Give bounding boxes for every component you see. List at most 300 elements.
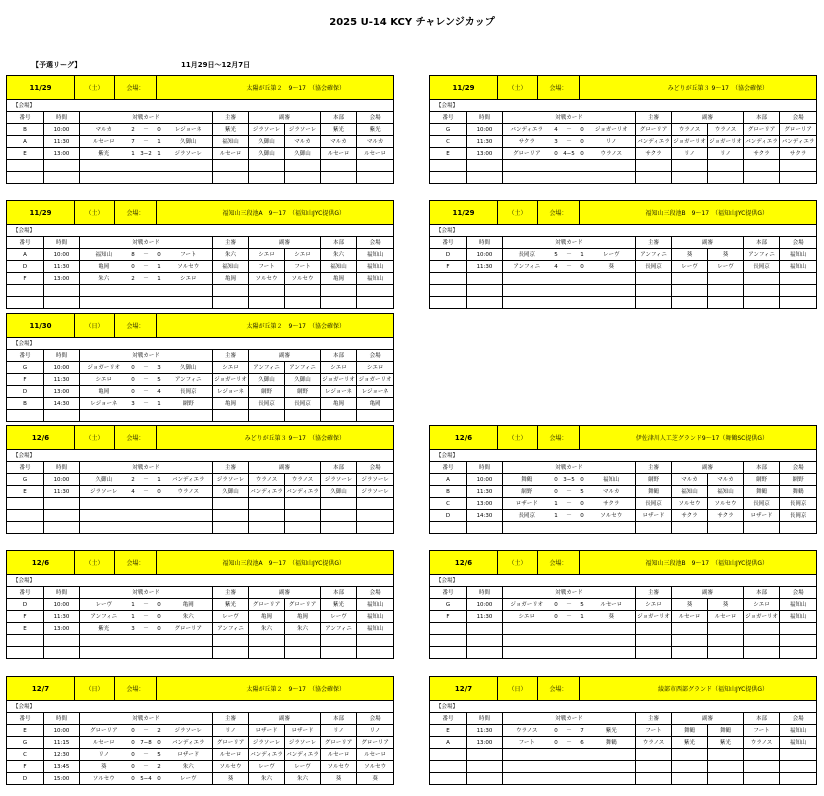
block-venue: 伊佐津川人工芝グランド9〜17（舞鶴SC提供G） [580,426,817,450]
cell: － [139,261,154,273]
cell: 朱六 [80,273,128,285]
cell [467,297,503,309]
cell: サクラ [744,148,780,160]
cell [357,522,394,534]
header-headquarters: 本部 [744,237,780,249]
cell [672,273,708,285]
cell: G [7,362,44,374]
cell: アンフィニ [636,249,672,261]
block-date: 11/29 [7,201,75,225]
cell: レジョーネ [80,398,128,410]
cell [551,285,562,297]
cell [357,297,394,309]
cell: ジラソーレ [80,486,128,498]
cell: マルカ [588,486,636,498]
cell: グローリア [321,737,357,749]
table-row [430,249,817,261]
cell: グローリア [285,599,321,611]
cell [7,647,44,659]
cell [430,647,467,659]
cell: サクラ [708,510,744,522]
cell [551,623,562,635]
cell: バンディエラ [285,486,321,498]
cell [503,773,551,785]
cell: 亀岡 [165,599,213,611]
cell [467,635,503,647]
cell: 3−2 [139,148,154,160]
match-table [429,575,817,659]
cell [213,285,249,297]
header-number: 番号 [7,350,44,362]
kaijo-label: 【会場】 [430,100,817,112]
header-venue: 会場 [357,350,394,362]
cell [577,647,588,659]
cell: 網野 [285,386,321,398]
block-venue-label: 会場： [115,201,157,225]
cell: 3 [128,623,139,635]
cell: アンフィニ [213,623,249,635]
cell: 網野 [503,486,551,498]
cell: バンディエラ [165,474,213,486]
cell: 0 [154,623,165,635]
cell [80,647,128,659]
cell: 長岡京 [249,398,285,410]
cell: 12:30 [44,749,80,761]
block-venue-label: 会場： [115,677,157,701]
cell [7,522,44,534]
cell: 10:00 [467,124,503,136]
cell [139,522,154,534]
cell: G [7,474,44,486]
cell: ジラソーレ [285,124,321,136]
match-block [429,75,816,184]
table-row [7,510,394,522]
table-row [7,486,394,498]
cell [708,635,744,647]
cell [249,410,285,422]
cell [128,160,139,172]
cell [503,761,551,773]
cell [672,761,708,773]
cell: ルセーロ [321,148,357,160]
cell: － [139,611,154,623]
cell: 網野 [636,474,672,486]
cell: 0 [128,761,139,773]
header-number: 番号 [7,713,44,725]
cell: ロザード [744,510,780,522]
cell [672,285,708,297]
cell: シエロ [213,362,249,374]
table-row [7,261,394,273]
cell: 網野 [249,386,285,398]
table-row [430,510,817,522]
header-assistant-referee: 副審 [249,713,321,725]
cell [165,510,213,522]
cell: E [430,725,467,737]
block-venue: 太陽が丘第２ 9〜17 （協会確保） [157,76,394,100]
cell: E [430,148,467,160]
cell [672,297,708,309]
cell: 5 [577,486,588,498]
cell [503,647,551,659]
cell: 11:30 [467,136,503,148]
cell: 0 [154,124,165,136]
cell [708,522,744,534]
block-day-of-week: （日） [75,677,115,701]
header-time: 時間 [467,462,503,474]
cell [708,172,744,184]
block-day-of-week: （土） [498,426,538,450]
cell: 舞鶴 [744,486,780,498]
header-venue: 会場 [780,112,817,124]
cell: バンディエラ [165,737,213,749]
cell [577,160,588,172]
cell: 福知山 [588,474,636,486]
cell: ロザード [285,725,321,737]
cell: ソルセウ [708,498,744,510]
header-venue: 会場 [357,237,394,249]
cell [467,160,503,172]
cell [321,172,357,184]
cell [357,410,394,422]
header-headquarters: 本部 [321,237,357,249]
cell [577,773,588,785]
cell [577,297,588,309]
cell: 0 [154,249,165,261]
table-row [430,160,817,172]
table-row [7,725,394,737]
cell: 0 [154,737,165,749]
table-row [7,172,394,184]
cell: － [562,599,577,611]
header-number: 番号 [7,587,44,599]
cell: ジョガーリオ [357,374,394,386]
cell [44,522,80,534]
cell: C [430,498,467,510]
cell [139,635,154,647]
cell [708,297,744,309]
cell [213,510,249,522]
cell: 0 [551,725,562,737]
cell [780,297,817,309]
cell: 3 [154,362,165,374]
cell: リノ [80,749,128,761]
cell: － [139,474,154,486]
cell: 福知山 [321,261,357,273]
cell: 福知山 [780,725,817,737]
cell: 10:00 [467,474,503,486]
cell [672,623,708,635]
cell [213,172,249,184]
cell [285,522,321,534]
cell: マルカ [321,136,357,148]
cell [503,172,551,184]
cell: － [139,599,154,611]
cell: マルカ [357,136,394,148]
header-matchup: 対戦カード [80,713,213,725]
cell: － [139,362,154,374]
cell [139,510,154,522]
cell [285,172,321,184]
cell [128,410,139,422]
cell [672,635,708,647]
table-row [7,635,394,647]
cell: 0 [551,474,562,486]
cell [636,273,672,285]
cell [154,410,165,422]
cell: レーヴ [708,261,744,273]
cell: 福知山 [780,737,817,749]
header-assistant-referee: 副審 [672,713,744,725]
block-venue-label: 会場： [538,76,580,100]
cell: グローリア [503,148,551,160]
cell [321,297,357,309]
cell: シエロ [80,374,128,386]
cell: 7−8 [139,737,154,749]
table-row [7,522,394,534]
cell: フート [249,261,285,273]
cell: ジョガーリオ [588,124,636,136]
cell [744,273,780,285]
cell: ジョガーリオ [503,599,551,611]
cell: D [430,249,467,261]
cell [249,522,285,534]
cell [503,285,551,297]
cell: 久御山 [285,148,321,160]
cell: バンディエラ [285,749,321,761]
block-date: 12/7 [7,677,75,701]
cell: 8 [128,249,139,261]
cell: C [7,749,44,761]
table-row [7,737,394,749]
cell: 0 [154,599,165,611]
cell: ソルセウ [357,761,394,773]
cell: 1 [154,398,165,410]
cell [285,498,321,510]
cell: 1 [154,148,165,160]
block-date: 12/6 [7,551,75,575]
cell: ロザード [249,725,285,737]
cell [780,749,817,761]
cell [154,297,165,309]
cell: 久御山 [80,474,128,486]
cell [249,172,285,184]
header-assistant-referee: 副審 [672,587,744,599]
cell: アンフィニ [321,623,357,635]
cell [430,285,467,297]
cell: 0 [154,773,165,785]
cell: 紫光 [213,124,249,136]
cell [213,498,249,510]
match-block [6,676,393,785]
cell: 紫光 [80,623,128,635]
cell [154,522,165,534]
match-block [6,550,393,659]
cell [321,647,357,659]
cell [780,172,817,184]
cell [128,635,139,647]
cell: 葵 [357,773,394,785]
cell: 13:00 [467,498,503,510]
table-row [430,725,817,737]
cell: 久御山 [285,374,321,386]
league-label: 【予選リーグ】 [32,61,82,69]
cell [636,522,672,534]
table-row [430,749,817,761]
cell [321,410,357,422]
cell: 2 [128,474,139,486]
page-title: 2025 U-14 KCY チャレンジカップ [329,17,495,28]
cell [708,773,744,785]
cell: 4 [154,386,165,398]
cell [744,773,780,785]
cell: レジョーネ [321,386,357,398]
cell: 福知山 [80,249,128,261]
cell: ジラソーレ [165,725,213,737]
cell [321,285,357,297]
cell [636,647,672,659]
cell: ルセーロ [708,611,744,623]
cell [44,160,80,172]
cell [636,761,672,773]
table-row [430,474,817,486]
cell: ジラソーレ [285,737,321,749]
match-table [6,701,394,785]
cell [357,635,394,647]
cell: シエロ [744,599,780,611]
cell [44,285,80,297]
cell: バンディエラ [744,136,780,148]
cell [780,285,817,297]
cell: グローリア [165,623,213,635]
cell: 朱六 [249,773,285,785]
header-headquarters: 本部 [321,350,357,362]
cell [577,273,588,285]
cell [7,635,44,647]
cell [139,160,154,172]
cell: ルセーロ [213,749,249,761]
cell: シエロ [636,599,672,611]
match-table [6,575,394,659]
cell: － [562,725,577,737]
table-row [7,599,394,611]
cell: 葵 [672,599,708,611]
cell: A [430,474,467,486]
cell: 0 [128,362,139,374]
cell [562,623,577,635]
cell: 3 [551,136,562,148]
cell: 久御山 [321,486,357,498]
cell: 0 [551,737,562,749]
cell: B [430,486,467,498]
cell [744,285,780,297]
cell: E [7,148,44,160]
cell [672,647,708,659]
cell: 11:30 [467,611,503,623]
cell [7,410,44,422]
cell: 11:15 [44,737,80,749]
cell: 福知山 [357,623,394,635]
header-time: 時間 [467,112,503,124]
cell: 長岡京 [285,398,321,410]
kaijo-label: 【会場】 [7,338,394,350]
cell [467,773,503,785]
cell [503,160,551,172]
cell [588,749,636,761]
cell: 舞鶴 [780,486,817,498]
header-main-referee: 主審 [636,112,672,124]
cell [285,160,321,172]
cell [213,635,249,647]
cell [430,761,467,773]
cell: 0 [551,599,562,611]
cell [249,510,285,522]
cell: シエロ [249,249,285,261]
cell [551,749,562,761]
block-date: 12/7 [430,677,498,701]
cell [213,297,249,309]
cell [80,510,128,522]
table-row [430,136,817,148]
cell: 長岡京 [780,510,817,522]
cell [321,160,357,172]
header-headquarters: 本部 [744,713,780,725]
cell: － [139,136,154,148]
cell: 7 [577,725,588,737]
header-assistant-referee: 副審 [672,462,744,474]
header-headquarters: 本部 [744,587,780,599]
cell [467,749,503,761]
cell: ルセーロ [357,148,394,160]
cell: 福知山 [357,273,394,285]
cell: 1 [154,136,165,148]
cell [588,635,636,647]
match-table [6,450,394,534]
cell [551,297,562,309]
cell: 0 [128,773,139,785]
cell: ジラソーレ [165,148,213,160]
table-row [7,249,394,261]
cell: 長岡京 [744,498,780,510]
cell [128,647,139,659]
header-time: 時間 [467,237,503,249]
cell: F [7,611,44,623]
cell: 久御山 [249,148,285,160]
kaijo-label: 【会場】 [7,575,394,587]
cell: 1 [128,148,139,160]
block-venue-label: 会場： [115,426,157,450]
cell [672,172,708,184]
table-row [7,297,394,309]
cell: 1 [551,510,562,522]
cell: マルカ [285,136,321,148]
cell [430,623,467,635]
cell: 0 [128,737,139,749]
header-assistant-referee: 副審 [249,350,321,362]
header-headquarters: 本部 [321,462,357,474]
cell [44,647,80,659]
cell [562,522,577,534]
cell: ソルセウ [80,773,128,785]
cell: 亀岡 [249,611,285,623]
cell: D [7,386,44,398]
header-matchup: 対戦カード [503,462,636,474]
cell: 10:00 [44,249,80,261]
cell [430,773,467,785]
cell: 10:00 [467,599,503,611]
cell [708,285,744,297]
cell [80,160,128,172]
